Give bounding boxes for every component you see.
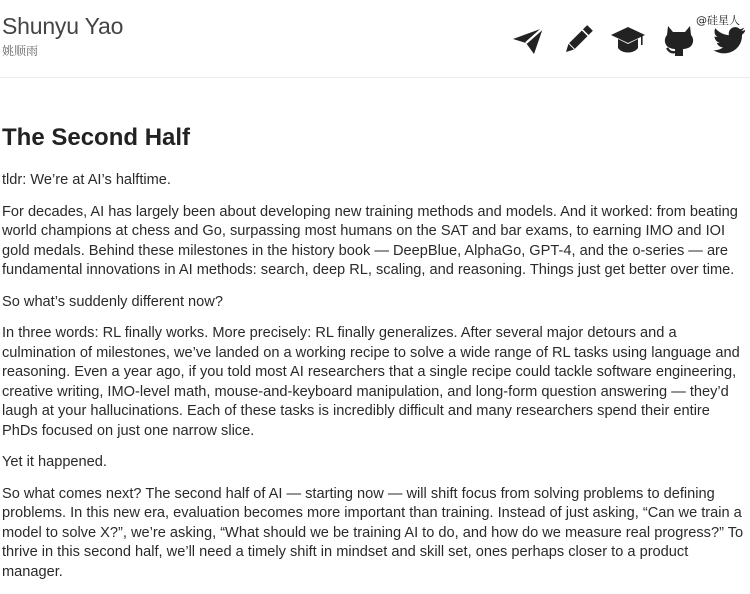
github-icon[interactable] xyxy=(661,22,697,58)
paragraph-yet-happened: Yet it happened. xyxy=(2,454,107,470)
blog-post xyxy=(2,118,746,594)
paragraph-history: For decades, AI has largely been about developing new training methods and models. And it worked: from beating world champions at chess and Go, surpassing most humans on the SAT and bar exams, to earning IMO and IOI gold medals. Behind these milestones in the history book — DeepBlue, AlphaGo, GPT-4, and the o-series — are fundamental innovations in AI methods: search, deep RL, scaling, and reasoning. Things just get better over time. xyxy=(2,203,738,278)
site-header xyxy=(0,0,750,78)
paper-plane-icon[interactable] xyxy=(510,22,546,58)
post-title: The Second Half xyxy=(2,124,191,151)
site-subtitle: 姚顺雨 xyxy=(2,44,39,58)
watermark: @硅星人 xyxy=(696,14,740,27)
paragraph-question: So what’s suddenly different now? xyxy=(2,293,223,310)
graduation-cap-icon[interactable] xyxy=(610,22,646,58)
site-title[interactable]: Shunyu Yao xyxy=(2,13,124,39)
pencil-icon[interactable] xyxy=(560,22,596,58)
paragraph-rl-works: In three words: RL finally works. More precisely: RL finally generalizes. After several major detours and a culmination of milestones, we’ve landed on a working recipe to solve a wide range of RL tasks using language and reasoning. Even a year ago, if you told most AI researchers that a single recipe could tackle software engineering, creative writing, IMO-level math, mouse-and-keyboard manipulation, and long-form question answering — they’d laugh at your hallucinations. Each of these tasks is incredibly difficult and many researchers spend their entire PhDs focused on just one narrow slice. xyxy=(2,325,740,439)
twitter-icon[interactable] xyxy=(711,22,747,58)
paragraph-tldr: tldr: We’re at AI’s halftime. xyxy=(2,172,171,188)
paragraph-what-next: So what comes next? The second half of AI — starting now — will shift focus from solving problems to defining problems. In this new era, evaluation becomes more important than training. Instead of just asking, “Can we train a model to solve X?”, we’re asking, “What should we be training AI to do, and how do we measure real progress?” To thrive in this second half, we’ll need a timely shift in mindset and skill set, ones perhaps closer to a product manager. xyxy=(2,485,744,580)
